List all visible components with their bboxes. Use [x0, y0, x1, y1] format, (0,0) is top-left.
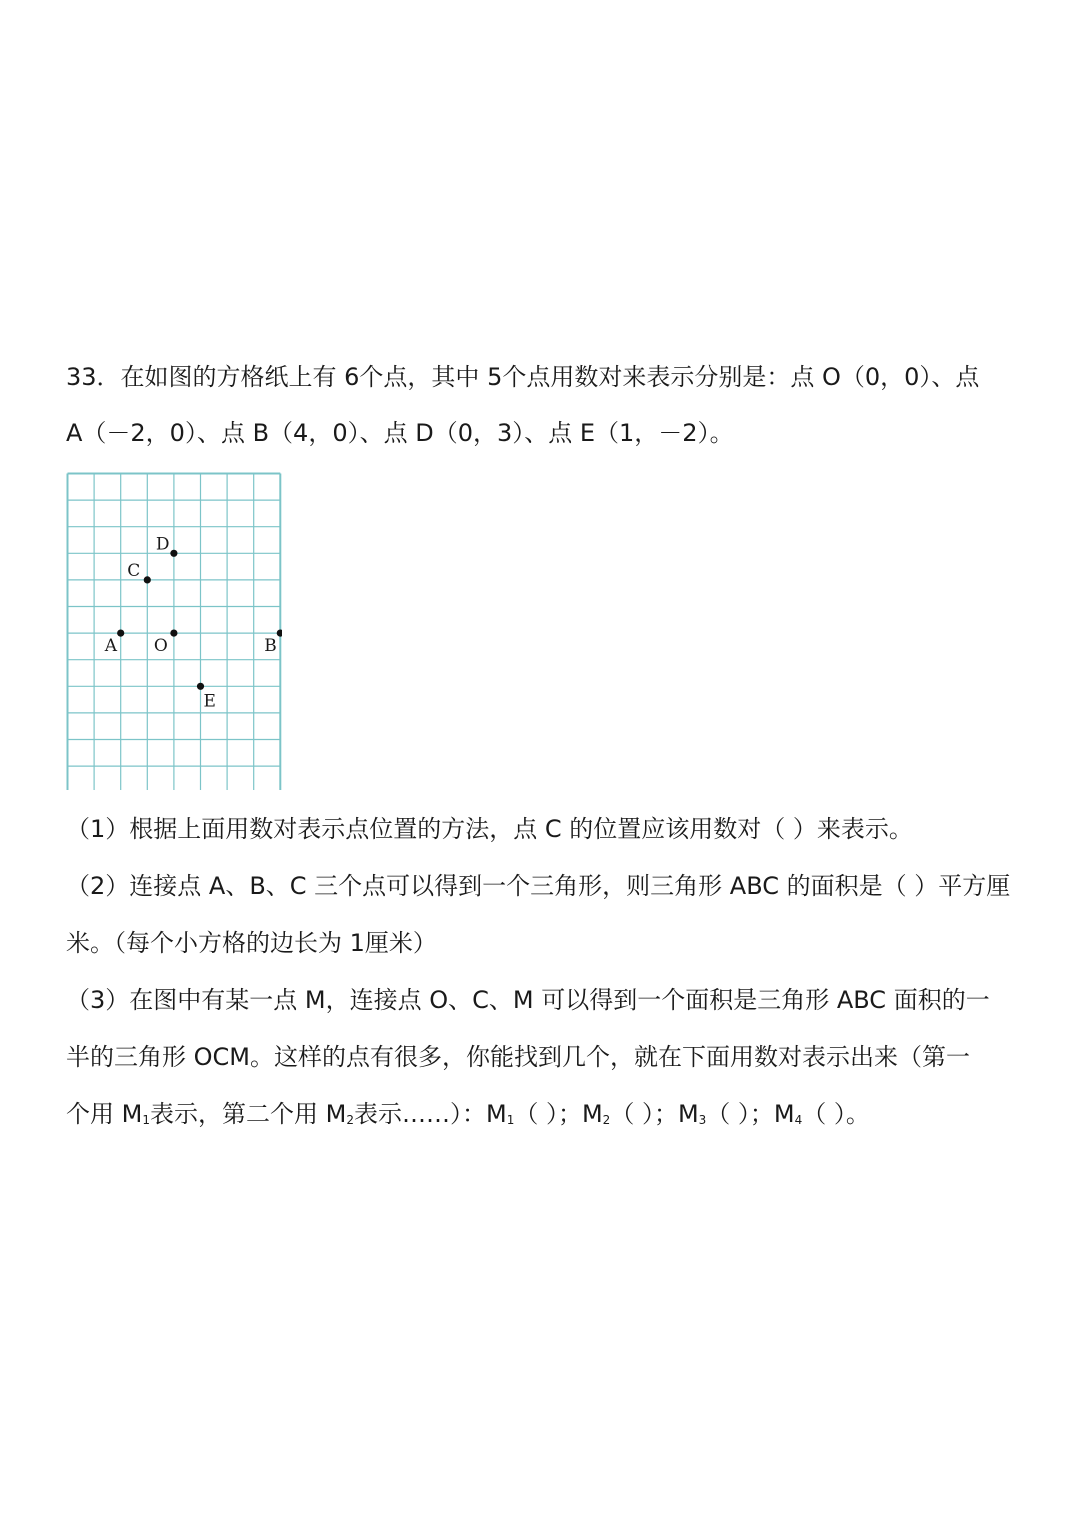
- point-a: [117, 630, 124, 637]
- point-c: [144, 576, 151, 583]
- part3-line1: （3）在图中有某一点 M，连接点 O、C、M 可以得到一个面积是三角形 ABC 面积的一: [66, 986, 990, 1014]
- part3-text: 表示……）：M: [353, 1100, 507, 1128]
- subscript: 1: [506, 1113, 515, 1127]
- part1-text: （1）根据上面用数对表示点位置的方法，点 C 的位置应该用数对（ ）来表示。: [66, 815, 913, 843]
- subscript: 2: [602, 1113, 611, 1127]
- subscript: 3: [698, 1113, 707, 1127]
- part3-text: 个用 M: [66, 1100, 143, 1128]
- question-intro-line2: A（－2，0）、点 B（4，0）、点 D（0，3）、点 E（1，－2）。: [66, 419, 734, 447]
- part3-text: 表示，第二个用 M: [149, 1100, 347, 1128]
- question-intro-line1: 33．在如图的方格纸上有 6个点，其中 5个点用数对来表示分别是：点 O（0，0）、点: [66, 363, 980, 391]
- grid-figure: [66, 472, 282, 790]
- subscript: 2: [346, 1113, 354, 1127]
- subscript: 4: [794, 1113, 803, 1127]
- part3-text: （ ）。: [802, 1100, 870, 1128]
- point-b: [277, 630, 282, 637]
- point-label-o: O: [153, 636, 168, 657]
- part3-text: （ ）；M: [514, 1100, 603, 1128]
- grid-points: [104, 534, 282, 711]
- part2-line1: （2）连接点 A、B、C 三个点可以得到一个三角形，则三角形 ABC 的面积是（ ）平方厘: [66, 872, 1011, 900]
- point-e: [197, 683, 204, 690]
- part3-line2: 半的三角形 OCM。这样的点有很多，你能找到几个，就在下面用数对表示出来（第一: [66, 1043, 970, 1071]
- point-label-e: E: [203, 691, 216, 712]
- point-label-a: A: [104, 636, 117, 657]
- point-label-c: C: [127, 560, 141, 581]
- point-label-d: D: [155, 534, 170, 555]
- part3-line3: [66, 1097, 870, 1131]
- part3-text: （ ）；M: [610, 1100, 699, 1128]
- point-label-b: B: [264, 636, 277, 657]
- subscript: 1: [142, 1113, 150, 1127]
- part2-line2: 米。（每个小方格的边长为 1厘米）: [66, 929, 437, 957]
- point-d: [170, 550, 177, 557]
- point-o: [170, 630, 177, 637]
- part3-text: （ ）；M: [706, 1100, 795, 1128]
